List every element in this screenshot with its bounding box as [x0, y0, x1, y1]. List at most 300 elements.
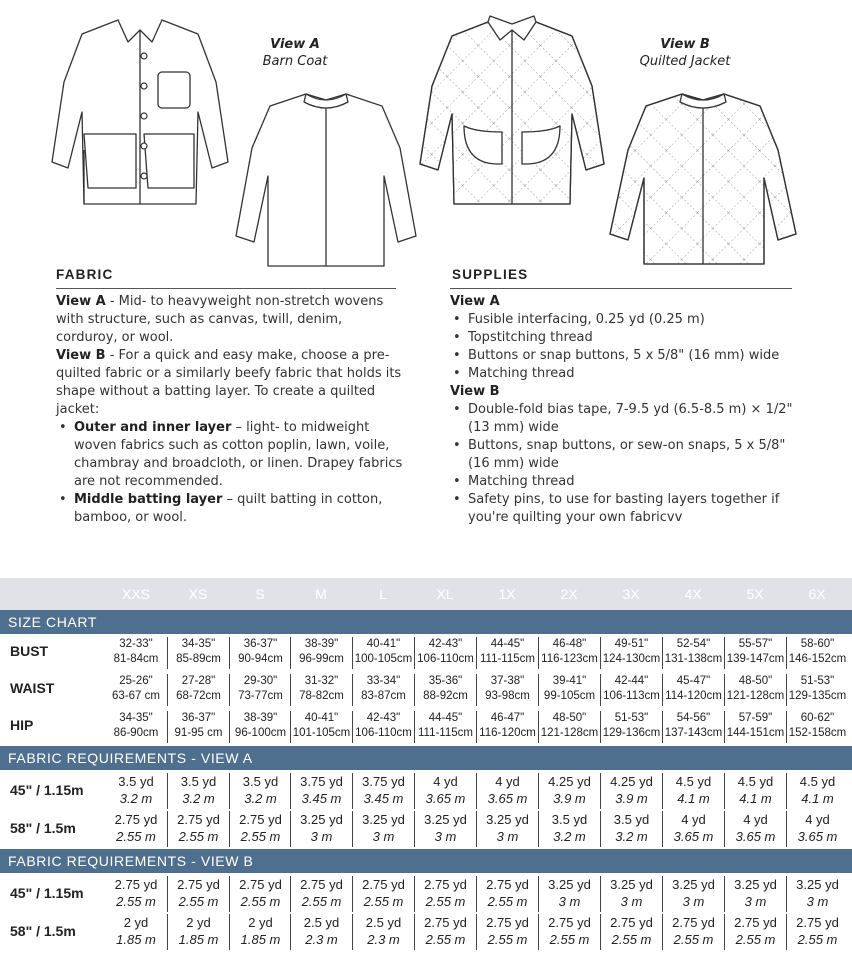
table-cell — [167, 674, 229, 706]
list-item: • Matching thread — [466, 473, 800, 491]
cell-yards: 4.5 yd — [799, 774, 836, 789]
cell-metric: 146-152cm — [788, 653, 847, 665]
cell-imperial: 57-59" — [738, 712, 773, 724]
cell-metric: 91-95 cm — [174, 727, 223, 739]
cell-metric: 106-110cm — [417, 653, 474, 665]
table-cell — [476, 637, 538, 669]
table-cell — [538, 811, 600, 847]
list-item: • Safety pins, to use for basting layers together if you're quilting your own fabricvv — [466, 491, 800, 527]
cell-metric: 111-115cm — [418, 727, 473, 739]
cell-metric: 121-128cm — [540, 727, 599, 739]
cell-meters: 3.2 m — [615, 829, 648, 844]
supplies-view-a-list — [450, 311, 800, 383]
table-cell — [229, 773, 291, 809]
cell-metric: 129-136cm — [602, 727, 661, 739]
table-cell — [105, 876, 167, 912]
cell-metric: 114-120cm — [665, 690, 722, 702]
cell-meters: 3 m — [682, 894, 705, 909]
table-cell — [786, 637, 848, 669]
cell-imperial: 45-47" — [676, 675, 711, 687]
size-header-m: M — [315, 586, 327, 602]
cell-yards: 2 yd — [248, 915, 273, 930]
cell-meters: 3.45 m — [301, 791, 342, 806]
cell-metric: 73-77cm — [238, 690, 283, 702]
cell-metric: 131-138cm — [664, 653, 723, 665]
bullet-label: Outer and inner layer — [74, 420, 232, 435]
table-cell — [476, 674, 538, 706]
cell-imperial: 48-50" — [738, 675, 773, 687]
table-cell — [600, 637, 662, 669]
view-a-front-illustration — [48, 12, 233, 212]
view-b-caption — [620, 36, 750, 70]
body-row-label: WAIST — [10, 680, 55, 696]
table-cell — [352, 914, 414, 950]
cell-yards: 4 yd — [495, 774, 520, 789]
cell-imperial: 31-32" — [304, 675, 339, 687]
cell-imperial: 36-37" — [181, 712, 216, 724]
cell-imperial: 38-39" — [243, 712, 278, 724]
table-cell — [229, 811, 291, 847]
size-header-row — [0, 578, 852, 610]
cell-yards: 3.25 yd — [672, 877, 715, 892]
table-cell — [352, 674, 414, 706]
size-chart-band: SIZE CHART — [0, 610, 852, 634]
view-a-caption — [240, 36, 350, 70]
cell-meters: 2.3 m — [367, 932, 400, 947]
fabric-heading: FABRIC — [56, 267, 114, 282]
table-cell — [600, 773, 662, 809]
cell-metric: 124-130cm — [602, 653, 661, 665]
table-cell — [476, 876, 538, 912]
table-cell — [414, 876, 476, 912]
cell-yards: 3.25 yd — [300, 812, 343, 827]
cell-meters: 3.2 m — [553, 829, 586, 844]
view-a-subtitle: Barn Coat — [262, 54, 328, 69]
cell-metric: 111-115cm — [480, 653, 535, 665]
cell-metric: 144-151cm — [726, 727, 785, 739]
body-row-label: BUST — [10, 643, 49, 659]
cell-meters: 3.2 m — [244, 791, 277, 806]
cell-imperial: 42-43" — [428, 638, 463, 650]
table-cell — [352, 773, 414, 809]
list-item — [72, 491, 406, 527]
table-cell — [724, 876, 786, 912]
view-b-title: View B — [660, 37, 710, 52]
table-cell — [538, 711, 600, 743]
cell-yards: 2.75 yd — [114, 812, 158, 827]
table-cell — [229, 711, 291, 743]
supplies-heading: SUPPLIES — [452, 267, 529, 282]
table-cell — [538, 637, 600, 669]
table-cell — [105, 914, 167, 950]
cell-imperial: 52-54" — [676, 638, 711, 650]
table-cell — [290, 674, 352, 706]
cell-meters: 2.55 m — [549, 932, 590, 947]
cell-yards: 2.75 yd — [424, 877, 467, 892]
cell-meters: 2.55 m — [735, 932, 776, 947]
list-item: • Matching thread — [466, 365, 800, 383]
cell-imperial: 35-36" — [428, 675, 463, 687]
list-item: • Buttons, snap buttons, or sew-on snaps, 5 x 5/8" (16 mm) wide — [466, 437, 800, 473]
cell-metric: 116-120cm — [479, 727, 536, 739]
size-header-xs: XS — [188, 586, 208, 602]
fabric-body — [56, 293, 406, 527]
cell-imperial: 39-41" — [552, 675, 587, 687]
table-cell — [167, 811, 229, 847]
table-cell — [105, 674, 167, 706]
table-cell — [476, 773, 538, 809]
cell-imperial: 32-33" — [119, 638, 153, 650]
table-cell — [414, 914, 476, 950]
fabric-b-band: FABRIC REQUIREMENTS - VIEW B — [0, 849, 852, 873]
cell-meters: 2.55 m — [178, 894, 219, 909]
cell-yards: 4 yd — [681, 812, 706, 827]
size-header-l: L — [379, 586, 387, 602]
fabric-row-label: 58" / 1.5m — [10, 923, 76, 939]
cell-yards: 3.25 yd — [486, 812, 529, 827]
cell-imperial: 48-50" — [552, 712, 587, 724]
table-cell — [229, 674, 291, 706]
table-cell — [662, 674, 724, 706]
table-cell — [786, 914, 848, 950]
table-cell — [290, 773, 352, 809]
size-header-4x: 4X — [684, 586, 702, 602]
table-cell — [167, 773, 229, 809]
table-cell — [662, 811, 724, 847]
cell-yards: 3.5 yd — [551, 812, 588, 827]
cell-metric: 68-72cm — [176, 690, 221, 702]
cell-meters: 2.55 m — [116, 829, 156, 844]
fabric-view-b-label: View B — [56, 348, 106, 363]
cell-metric: 96-99cm — [299, 653, 344, 665]
table-cell — [167, 876, 229, 912]
cell-meters: 3.2 m — [182, 791, 215, 806]
list-item: • Double-fold bias tape, 7-9.5 yd (6.5-8.5 m) × 1/2" (13 mm) wide — [466, 401, 800, 437]
table-cell — [662, 637, 724, 669]
table-cell — [352, 811, 414, 847]
bullet-text: – quilt batting in cotton, bamboo, or wool. — [74, 492, 383, 525]
cell-yards: 2.5 yd — [303, 915, 340, 930]
size-header-xl: XL — [436, 586, 454, 602]
cell-yards: 2.75 yd — [114, 877, 158, 892]
cell-imperial: 58-60" — [800, 638, 835, 650]
cell-metric: 83-87cm — [361, 690, 406, 702]
cell-yards: 4.25 yd — [610, 774, 653, 789]
cell-metric: 81-84cm — [113, 653, 159, 665]
table-cell — [290, 637, 352, 669]
cell-meters: 2.55 m — [425, 932, 466, 947]
cell-imperial: 33-34" — [366, 675, 401, 687]
cell-metric: 88-92cm — [423, 690, 468, 702]
fabric-row-label: 45" / 1.15m — [10, 782, 84, 798]
cell-imperial: 25-26" — [119, 675, 153, 687]
cell-imperial: 46-47" — [490, 712, 525, 724]
cell-imperial: 42-44" — [614, 675, 649, 687]
supplies-view-a-label: View A — [450, 294, 500, 309]
cell-meters: 4.1 m — [801, 791, 834, 806]
cell-yards: 2.75 yd — [672, 915, 715, 930]
size-header-2x: 2X — [560, 586, 578, 602]
table-cell — [662, 711, 724, 743]
view-b-back-illustration — [604, 88, 802, 270]
cell-meters: 2.55 m — [487, 894, 528, 909]
cell-meters: 2.55 m — [363, 894, 404, 909]
cell-metric: 129-135cm — [788, 690, 847, 702]
table-cell — [786, 876, 848, 912]
cell-yards: 4.5 yd — [675, 774, 712, 789]
table-cell — [229, 637, 291, 669]
bullet-text: – light- to midweight woven fabrics such as cotton poplin, lawn, voile, chambray and broadcloth, or linen. Drapey fabrics are not recommended. — [74, 420, 403, 489]
table-cell — [167, 914, 229, 950]
table-cell — [786, 674, 848, 706]
cell-imperial: 54-56" — [676, 712, 711, 724]
cell-meters: 3.65 m — [425, 791, 466, 806]
table-cell — [538, 914, 600, 950]
table-cell — [352, 876, 414, 912]
cell-metric: 78-82cm — [299, 690, 344, 702]
cell-yards: 2.75 yd — [548, 915, 591, 930]
table-cell — [786, 711, 848, 743]
cell-yards: 2 yd — [186, 915, 211, 930]
cell-imperial: 40-41" — [304, 712, 339, 724]
cell-yards: 3.5 yd — [242, 774, 279, 789]
cell-metric: 100-105cm — [354, 653, 413, 665]
table-cell — [229, 876, 291, 912]
cell-metric: 99-105cm — [543, 690, 596, 702]
cell-yards: 2.75 yd — [610, 915, 653, 930]
cell-yards: 4 yd — [743, 812, 768, 827]
table-cell — [600, 674, 662, 706]
cell-yards: 3.25 yd — [424, 812, 467, 827]
cell-meters: 3.65 m — [735, 829, 776, 844]
cell-metric: 101-105cm — [292, 727, 351, 739]
cell-meters: 2.55 m — [425, 894, 466, 909]
cell-meters: 3.9 m — [553, 791, 586, 806]
table-cell — [600, 914, 662, 950]
table-cell — [414, 773, 476, 809]
cell-yards: 2.75 yd — [239, 877, 282, 892]
cell-meters: 2.55 m — [673, 932, 714, 947]
cell-metric: 139-147cm — [726, 653, 785, 665]
cell-meters: 2.55 m — [240, 829, 281, 844]
table-cell — [538, 876, 600, 912]
table-cell — [786, 773, 848, 809]
cell-meters: 2.55 m — [487, 932, 528, 947]
size-header-1x: 1X — [498, 586, 516, 602]
bullet-label: Middle batting layer — [74, 492, 223, 507]
cell-metric: 106-113cm — [603, 690, 660, 702]
cell-meters: 4.1 m — [739, 791, 772, 806]
cell-meters: 3 m — [496, 829, 519, 844]
cell-metric: 121-128cm — [726, 690, 785, 702]
table-cell — [662, 773, 724, 809]
cell-metric: 85-89cm — [176, 653, 221, 665]
cell-yards: 2.75 yd — [239, 812, 282, 827]
cell-meters: 3 m — [806, 894, 829, 909]
list-item: • Fusible interfacing, 0.25 yd (0.25 m) — [466, 311, 800, 329]
table-cell — [290, 876, 352, 912]
cell-metric: 116-123cm — [541, 653, 598, 665]
cell-imperial: 46-48" — [552, 638, 587, 650]
table-cell — [724, 637, 786, 669]
table-cell — [105, 773, 167, 809]
cell-yards: 2.75 yd — [177, 812, 220, 827]
supplies-view-b-list — [450, 401, 800, 527]
cell-meters: 3.45 m — [363, 791, 404, 806]
fabric-row-label: 45" / 1.15m — [10, 885, 84, 901]
view-a-back-illustration — [232, 88, 420, 270]
cell-meters: 1.85 m — [178, 932, 219, 947]
table-cell — [290, 914, 352, 950]
cell-yards: 2.75 yd — [486, 915, 529, 930]
cell-imperial: 40-41" — [366, 638, 401, 650]
cell-yards: 3.25 yd — [362, 812, 405, 827]
table-cell — [600, 811, 662, 847]
table-cell — [476, 811, 538, 847]
cell-yards: 3.75 yd — [362, 774, 405, 789]
cell-meters: 3.65 m — [797, 829, 838, 844]
cell-yards: 2.75 yd — [486, 877, 529, 892]
cell-meters: 3.65 m — [673, 829, 714, 844]
cell-metric: 152-158cm — [788, 727, 847, 739]
cell-imperial: 38-39" — [304, 638, 339, 650]
list-item: • Buttons or snap buttons, 5 x 5/8" (16 mm) wide — [466, 347, 800, 365]
cell-meters: 3.9 m — [615, 791, 648, 806]
cell-metric: 106-110cm — [355, 727, 412, 739]
table-cell — [538, 773, 600, 809]
cell-meters: 3 m — [620, 894, 643, 909]
table-cell — [662, 914, 724, 950]
cell-meters: 2.55 m — [611, 932, 652, 947]
cell-yards: 2.75 yd — [177, 877, 220, 892]
supplies-rule — [450, 288, 792, 289]
table-cell — [105, 811, 167, 847]
cell-metric: 86-90cm — [113, 727, 159, 739]
cell-meters: 2.55 m — [797, 932, 838, 947]
supplies-body — [450, 293, 800, 527]
table-cell — [724, 711, 786, 743]
table-cell — [414, 674, 476, 706]
view-a-title: View A — [270, 37, 320, 52]
cell-yards: 3.75 yd — [300, 774, 343, 789]
size-header-6x: 6X — [808, 586, 826, 602]
cell-yards: 2.75 yd — [362, 877, 405, 892]
cell-meters: 3 m — [434, 829, 457, 844]
table-cell — [600, 711, 662, 743]
fabric-row-label: 58" / 1.5m — [10, 820, 76, 836]
table-cell — [600, 876, 662, 912]
cell-metric: 63-67 cm — [112, 690, 160, 702]
cell-meters: 1.85 m — [116, 932, 156, 947]
cell-yards: 2.75 yd — [796, 915, 839, 930]
table-cell — [476, 711, 538, 743]
table-cell — [724, 674, 786, 706]
table-cell — [105, 637, 167, 669]
cell-yards: 2.75 yd — [734, 915, 777, 930]
cell-meters: 4.1 m — [677, 791, 710, 806]
cell-imperial: 42-43" — [366, 712, 401, 724]
cell-meters: 2.55 m — [178, 829, 219, 844]
fabric-a-band: FABRIC REQUIREMENTS - VIEW A — [0, 746, 852, 770]
fabric-view-b-text: - For a quick and easy make, choose a pre-quilted fabric or a similarly beefy fabric that holds its shape without a batting layer. To create a quilted jacket: — [56, 348, 402, 417]
cell-imperial: 51-53" — [614, 712, 649, 724]
cell-metric: 90-94cm — [238, 653, 283, 665]
cell-meters: 3.2 m — [119, 791, 153, 806]
cell-yards: 4 yd — [433, 774, 458, 789]
cell-meters: 3 m — [558, 894, 581, 909]
cell-imperial: 44-45" — [490, 638, 525, 650]
fabric-view-b — [56, 347, 406, 419]
fabric-bullets — [56, 419, 406, 527]
table-cell — [662, 876, 724, 912]
table-cell — [786, 811, 848, 847]
supplies-view-b-label: View B — [450, 384, 500, 399]
size-header-xxs: XXS — [121, 586, 150, 602]
table-cell — [414, 637, 476, 669]
table-cell — [414, 811, 476, 847]
cell-meters: 1.85 m — [240, 932, 281, 947]
fabric-view-a-text: - Mid- to heavyweight non-stretch wovens with structure, such as canvas, twill, denim, corduroy, or wool. — [56, 294, 384, 345]
body-row-label: HIP — [10, 717, 34, 733]
cell-yards: 3.5 yd — [180, 774, 217, 789]
table-cell — [352, 637, 414, 669]
cell-imperial: 37-38" — [490, 675, 525, 687]
fabric-view-a-label: View A — [56, 294, 106, 309]
cell-imperial: 34-35" — [119, 712, 153, 724]
cell-imperial: 60-62" — [800, 712, 835, 724]
table-cell — [167, 711, 229, 743]
fabric-rule — [56, 288, 396, 289]
cell-imperial: 51-53" — [800, 675, 835, 687]
list-item — [72, 419, 406, 491]
cell-imperial: 34-35" — [181, 638, 216, 650]
cell-meters: 2.55 m — [116, 894, 156, 909]
view-b-subtitle: Quilted Jacket — [639, 54, 731, 69]
cell-meters: 2.55 m — [301, 894, 342, 909]
fabric-view-a — [56, 293, 406, 347]
table-cell — [105, 711, 167, 743]
table-cell — [724, 914, 786, 950]
cell-imperial: 29-30" — [243, 675, 278, 687]
table-cell — [476, 914, 538, 950]
cell-metric: 137-143cm — [664, 727, 723, 739]
size-header-5x: 5X — [746, 586, 764, 602]
cell-meters: 3 m — [372, 829, 395, 844]
cell-yards: 4.5 yd — [737, 774, 774, 789]
cell-yards: 2.5 yd — [365, 915, 402, 930]
cell-meters: 2.55 m — [240, 894, 281, 909]
table-cell — [352, 711, 414, 743]
table-cell — [167, 637, 229, 669]
cell-meters: 3 m — [310, 829, 333, 844]
cell-yards: 3.25 yd — [796, 877, 839, 892]
cell-yards: 2 yd — [123, 915, 149, 930]
view-b-front-illustration — [416, 14, 608, 210]
list-item: • Topstitching thread — [466, 329, 800, 347]
table-cell — [414, 711, 476, 743]
cell-yards: 4 yd — [805, 812, 830, 827]
cell-meters: 2.3 m — [305, 932, 338, 947]
cell-imperial: 55-57" — [738, 638, 773, 650]
cell-yards: 2.75 yd — [300, 877, 343, 892]
table-cell — [290, 711, 352, 743]
table-cell — [724, 773, 786, 809]
cell-yards: 3.25 yd — [548, 877, 591, 892]
cell-imperial: 36-37" — [243, 638, 278, 650]
cell-yards: 3.5 yd — [118, 774, 154, 789]
cell-imperial: 44-45" — [428, 712, 463, 724]
cell-imperial: 27-28" — [181, 675, 216, 687]
